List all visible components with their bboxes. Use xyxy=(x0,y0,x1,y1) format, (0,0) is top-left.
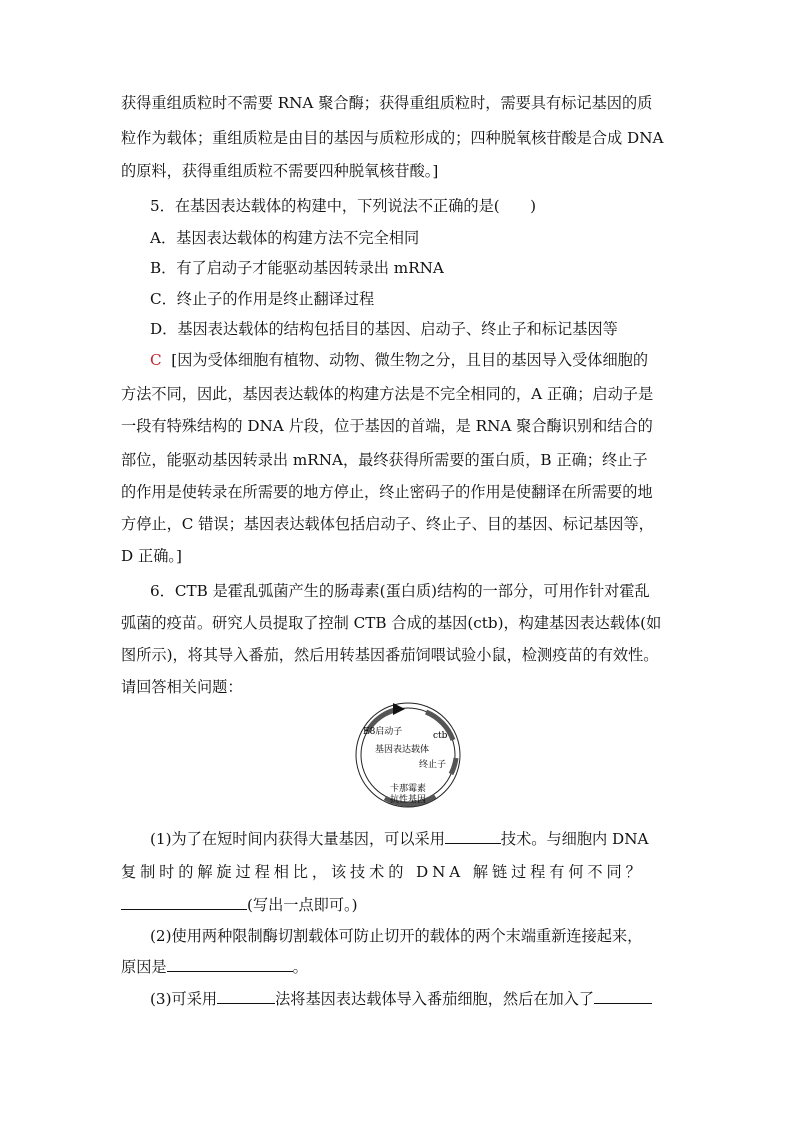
q3-answer-blank-1[interactable] xyxy=(217,989,275,1004)
q1-line-2: 复制时的解旋过程相比，该技术的 DNA 解链过程有何不同？ xyxy=(121,863,645,881)
option-d: D．基因表达载体的结构包括目的基因、启动子、终止子和标记基因等 xyxy=(150,320,618,338)
q3-text-b: 法将基因表达载体导入番茄细胞，然后在加入了 xyxy=(275,990,595,1008)
text-line: 一段有特殊结构的 DNA 片段，位于基因的首端，是 RNA 聚合酶识别和结合的 xyxy=(121,417,653,435)
q1-answer-blank-1[interactable] xyxy=(445,829,501,844)
text-line: 粒作为载体；重组质粒是由目的基因与质粒形成的；四种脱氧核苷酸是合成 DNA xyxy=(121,129,664,147)
q1-text-b: 技术。与细胞内 DNA xyxy=(500,830,649,848)
text-line: 方法不同，因此，基因表达载体的构建方法是不完全相同的，A 正确；启动子是 xyxy=(121,385,654,403)
question-5-stem: 5．在基因表达载体的构建中，下列说法不正确的是( ) xyxy=(150,197,537,215)
option-a: A．基因表达载体的构建方法不完全相同 xyxy=(150,229,420,247)
option-c: C．终止子的作用是终止翻译过程 xyxy=(150,290,375,308)
q1-answer-blank-2[interactable] xyxy=(121,895,247,910)
terminator-segment xyxy=(451,758,456,774)
marker-label-2: 抗性基因 xyxy=(390,795,427,805)
q1-text-a: (1)为了在短时间内获得大量基因，可以采用 xyxy=(150,830,445,848)
promoter-label: E8启动子 xyxy=(363,727,403,737)
text-line: 的原料，获得重组质粒不需要四种脱氧核苷酸。] xyxy=(121,162,439,180)
q2-answer-blank[interactable] xyxy=(167,957,293,972)
text-line: 方停止，C 错误；基因表达载体包括启动子、终止子、目的基因、标记基因等， xyxy=(121,515,654,533)
q2-text-b: 。 xyxy=(292,958,308,976)
q3-text-a: (3)可采用 xyxy=(150,990,218,1008)
q3-answer-blank-2[interactable] xyxy=(594,989,652,1004)
terminator-label: 终止子 xyxy=(419,760,447,770)
option-b: B．有了启动子才能驱动基因转录出 mRNA xyxy=(150,259,444,277)
direction-arrow-icon xyxy=(393,703,405,715)
text-line: 请回答相关问题： xyxy=(121,678,243,696)
text-line: 6．CTB 是霍乱弧菌产生的肠毒素(蛋白质)结构的一部分，可用作针对霍乱 xyxy=(150,582,650,600)
q1-text-c: (写出一点即可。) xyxy=(247,896,358,914)
text-line: 弧菌的疫苗。研究人员提取了控制 CTB 合成的基因(ctb)，构建基因表达载体(如 xyxy=(121,614,662,632)
text-line: 的作用是使转录在所需要的地方停止，终止密码子的作用是使翻译在所需要的地 xyxy=(121,483,653,501)
q2-text-a: 原因是 xyxy=(121,958,167,976)
plasmid-diagram xyxy=(353,700,463,810)
text-line: D 正确。] xyxy=(121,547,182,565)
gene-label: ctb xyxy=(433,731,448,741)
text-line: 图所示)，将其导入番茄，然后用转基因番茄饲喂试验小鼠，检测疫苗的有效性。 xyxy=(121,646,659,664)
marker-label-1: 卡那霉素 xyxy=(390,784,427,794)
text-line: 部位，能驱动基因转录出 mRNA，最终获得所需要的蛋白质，B 正确；终止子 xyxy=(121,451,648,469)
answer-letter: C xyxy=(150,351,162,369)
text-line: 获得重组质粒时不需要 RNA 聚合酶；获得重组质粒时，需要具有标记基因的质 xyxy=(121,94,653,112)
vector-label: 基因表达载体 xyxy=(375,745,430,755)
q2-line-1: (2)使用两种限制酶切割载体可防止切开的载体的两个末端重新连接起来， xyxy=(150,927,643,945)
answer-text: [因为受体细胞有植物、动物、微生物之分，且目的基因导入受体细胞的 xyxy=(171,351,649,369)
